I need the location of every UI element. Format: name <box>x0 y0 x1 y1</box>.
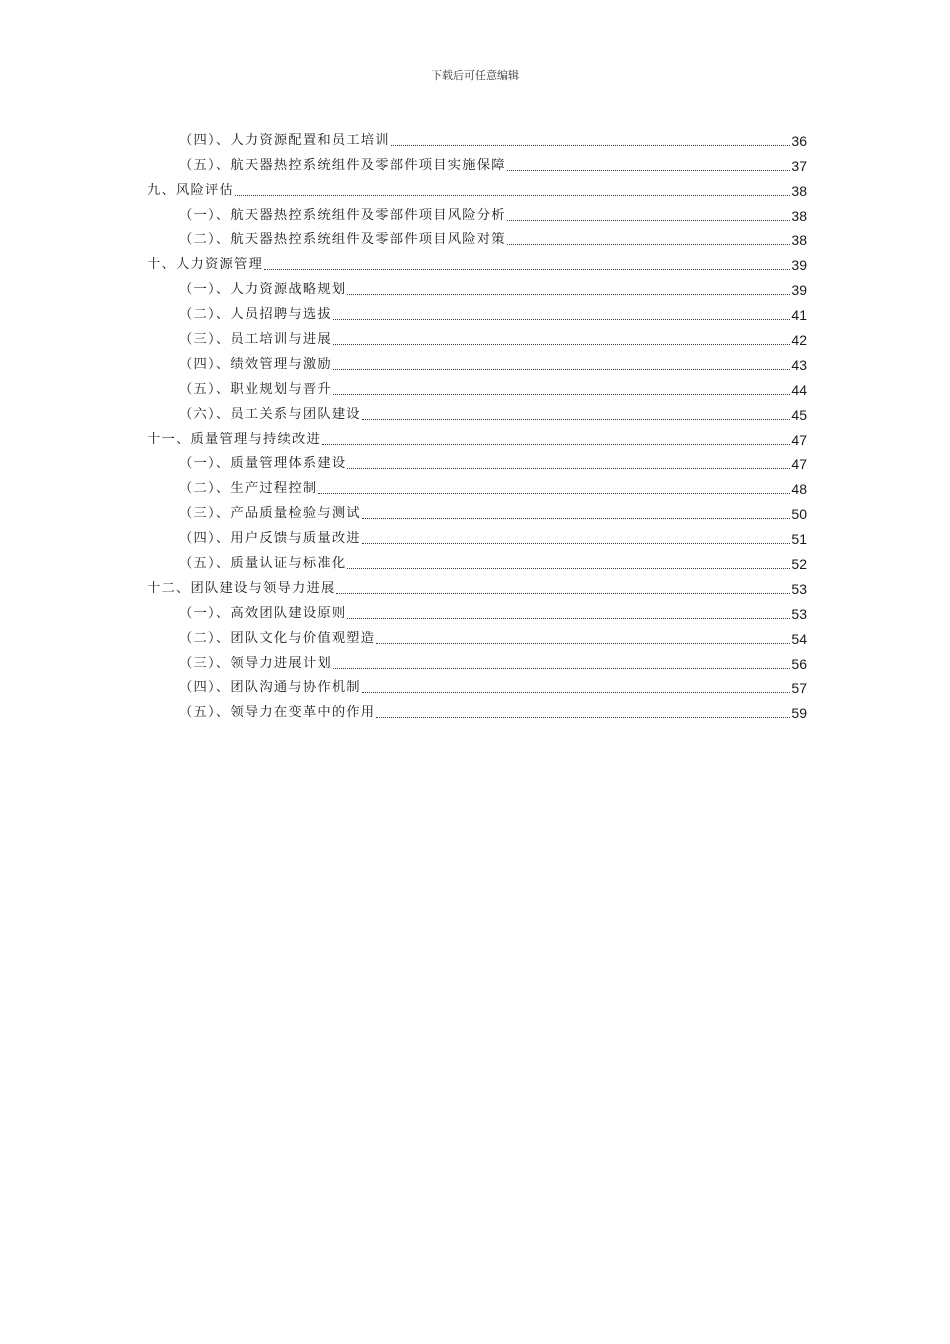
toc-entry-title: （三）、员工培训与进展 <box>179 332 332 348</box>
toc-entry[interactable] <box>147 399 807 424</box>
toc-dot-leader <box>507 220 791 221</box>
toc-entry[interactable] <box>147 200 807 225</box>
toc-entry[interactable] <box>147 473 807 498</box>
toc-entry-title: （六）、员工关系与团队建设 <box>179 406 361 422</box>
toc-entry[interactable] <box>147 523 807 548</box>
toc-dot-leader <box>362 419 791 420</box>
toc-dot-leader <box>362 518 791 519</box>
toc-entry[interactable] <box>147 150 807 175</box>
toc-entry[interactable] <box>147 449 807 474</box>
toc-entry[interactable] <box>147 175 807 200</box>
toc-entry-title: （四）、用户反馈与质量改进 <box>179 531 361 547</box>
toc-entry-page-number: 59 <box>791 705 807 722</box>
toc-entry[interactable] <box>147 324 807 349</box>
toc-entry-title: （二）、航天器热控系统组件及零部件项目风险对策 <box>179 232 506 248</box>
toc-entry[interactable] <box>147 299 807 324</box>
toc-entry-page-number: 52 <box>791 556 807 573</box>
toc-entry-page-number: 36 <box>791 132 807 149</box>
toc-dot-leader <box>362 543 791 544</box>
toc-dot-leader <box>347 294 790 295</box>
toc-entry[interactable] <box>147 673 807 698</box>
toc-entry-page-number: 38 <box>791 232 807 249</box>
toc-entry-title: 十一、质量管理与持续改进 <box>147 431 321 447</box>
toc-entry-page-number: 57 <box>791 680 807 697</box>
toc-dot-leader <box>235 195 790 196</box>
toc-entry-title: （二）、团队文化与价值观塑造 <box>179 630 376 646</box>
toc-entry-page-number: 44 <box>791 381 807 398</box>
toc-dot-leader <box>264 269 790 270</box>
toc-entry-page-number: 53 <box>791 605 807 622</box>
toc-entry-page-number: 42 <box>791 332 807 349</box>
toc-dot-leader <box>347 618 790 619</box>
toc-dot-leader <box>507 244 791 245</box>
toc-dot-leader <box>333 344 791 345</box>
toc-entry[interactable] <box>147 498 807 523</box>
toc-dot-leader <box>376 717 790 718</box>
toc-dot-leader <box>333 319 791 320</box>
page-header-note: 下载后可任意编辑 <box>431 69 519 82</box>
toc-entry[interactable] <box>147 274 807 299</box>
toc-entry-title: 十二、团队建设与领导力进展 <box>147 580 336 596</box>
toc-entry-page-number: 38 <box>791 207 807 224</box>
toc-entry[interactable] <box>147 598 807 623</box>
toc-entry-title: （五）、职业规划与晋升 <box>179 381 332 397</box>
toc-entry[interactable] <box>147 573 807 598</box>
toc-entry[interactable] <box>147 349 807 374</box>
toc-dot-leader <box>376 643 790 644</box>
toc-entry[interactable] <box>147 648 807 673</box>
toc-entry-title: （四）、绩效管理与激励 <box>179 356 332 372</box>
toc-entry-title: （四）、团队沟通与协作机制 <box>179 680 361 696</box>
toc-dot-leader <box>333 394 791 395</box>
toc-entry-page-number: 38 <box>791 182 807 199</box>
table-of-contents <box>147 125 807 722</box>
toc-entry-page-number: 41 <box>791 307 807 324</box>
toc-dot-leader <box>333 668 791 669</box>
toc-entry-title: （三）、领导力进展计划 <box>179 655 332 671</box>
toc-entry-title: （一）、人力资源战略规划 <box>179 282 347 298</box>
toc-entry-page-number: 51 <box>791 531 807 548</box>
toc-entry-title: （一）、质量管理体系建设 <box>179 456 347 472</box>
toc-entry[interactable] <box>147 548 807 573</box>
toc-entry-title: （五）、领导力在变革中的作用 <box>179 705 376 721</box>
toc-dot-leader <box>362 692 791 693</box>
toc-entry-page-number: 43 <box>791 356 807 373</box>
toc-entry-page-number: 54 <box>791 630 807 647</box>
toc-entry[interactable] <box>147 623 807 648</box>
toc-entry[interactable] <box>147 249 807 274</box>
toc-dot-leader <box>347 468 790 469</box>
toc-entry-title: 十、人力资源管理 <box>147 257 263 273</box>
toc-entry-page-number: 37 <box>791 157 807 174</box>
toc-entry[interactable] <box>147 697 807 722</box>
toc-entry[interactable] <box>147 374 807 399</box>
toc-entry-page-number: 48 <box>791 481 807 498</box>
toc-entry-page-number: 45 <box>791 406 807 423</box>
toc-entry-title: （一）、航天器热控系统组件及零部件项目风险分析 <box>179 207 506 223</box>
toc-entry-title: （二）、人员招聘与选拔 <box>179 307 332 323</box>
toc-entry-page-number: 56 <box>791 655 807 672</box>
toc-dot-leader <box>347 568 790 569</box>
toc-entry-page-number: 53 <box>791 580 807 597</box>
toc-entry-title: （四）、人力资源配置和员工培训 <box>179 132 390 148</box>
toc-entry-page-number: 39 <box>791 282 807 299</box>
toc-dot-leader <box>333 369 791 370</box>
toc-entry[interactable] <box>147 424 807 449</box>
toc-entry-title: （五）、航天器热控系统组件及零部件项目实施保障 <box>179 157 506 173</box>
toc-entry[interactable] <box>147 225 807 250</box>
toc-entry-title: 九、风险评估 <box>147 182 234 198</box>
toc-entry-page-number: 50 <box>791 506 807 523</box>
toc-dot-leader <box>322 444 790 445</box>
toc-entry-page-number: 39 <box>791 257 807 274</box>
toc-entry-title: （五）、质量认证与标准化 <box>179 556 347 572</box>
toc-entry-page-number: 47 <box>791 456 807 473</box>
toc-entry-title: （二）、生产过程控制 <box>179 481 318 497</box>
toc-dot-leader <box>507 170 791 171</box>
toc-entry-title: （三）、产品质量检验与测试 <box>179 506 361 522</box>
toc-entry-title: （一）、高效团队建设原则 <box>179 605 347 621</box>
toc-dot-leader <box>336 593 790 594</box>
toc-entry-page-number: 47 <box>791 431 807 448</box>
toc-entry[interactable] <box>147 125 807 150</box>
toc-dot-leader <box>318 493 790 494</box>
toc-dot-leader <box>391 145 791 146</box>
